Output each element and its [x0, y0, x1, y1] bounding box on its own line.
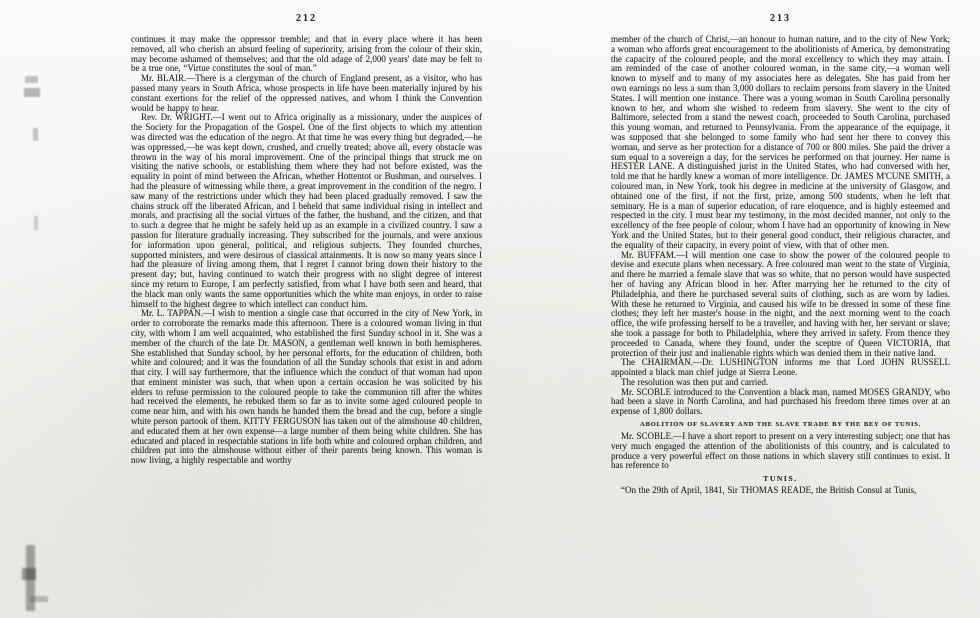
scan-smudge: [25, 76, 38, 83]
scan-smudge: [24, 88, 40, 97]
page-number: 212: [296, 13, 317, 24]
paragraph-continuation: member of the church of Christ,—an honour to human nature, and to the city of New York; a woman who affords great encouragement to the abolitionists of America, by demonstrating the capacity of the coloured people, and the moral excellency to which they may attain. I am reminded of the case of another coloured woman, in the same city,—a woman well known to myself and to many of my associates here as delegates. She has paid from her own earnings no less a sum than 3,000 dollars to reclaim persons from slavery in the United States. I will mention one instance. There was a young woman in South Carolina personally known to her, and whom she wished to redeem from slavery. She went to the city of Baltimore, selected from a stand the newest coach, proceeded to South Carolina, purchased this young woman, and returned to Pennsylvania. From the appearance of the equipage, it was supposed that she belonged to some family who had sent her there to convey this woman, and serve as her protection for a distance of 700 or 800 miles. She paid the driver a sum equal to a sovereign a day, for the services he performed on that journey. Her name is HESTER LANE. A distinguished jurist in the United States, who had conversed with her, told me that he hardly knew a woman of more intelligence. Dr. JAMES M'CUNE SMITH, a coloured man, in New York, took his degree in medicine at the university of Glasgow, and obtained one of the first, if not the first, prize, among 500 students, when he left that seminary. He is a man of superior education, of rare eloquence, and is highly esteemed and respected in the city. I must bear my testimony, in the most decided manner, not only to the excellency of the free people of colour, whom I have had an opportunity of knowing in New York and the United States, but to their general good conduct, their religious character, and the equality of their capacity, in every point of view, with that of other men.: [611, 34, 950, 250]
binding-mark: [22, 568, 36, 580]
paragraph-scoble-report: Mr. SCOBLE.—I have a short report to present on a very interesting subject; one that has very much engaged the attention of the abolitionists of this country, and is calculated to produce a very powerful effect on those nations in which slavery still continues to exist. It has reference to: [611, 431, 950, 471]
page-212: [131, 14, 482, 466]
paragraph-buffam: Mr. BUFFAM.—I will mention one case to show the power of the coloured people to devise and execute plans when necessary. A free coloured man went to the state of Virginia, and there he married a female slave that was so white, that no person would have suspected her of having any African blood in her. After marrying her he returned to the city of Philadelphia, and there he purchased several suits of clothing, such as are worn by ladies. With these he returned to Virginia, and caused his wife to be dressed in some of these fine clothes; they left her master's house in the night, and the next morning went to the coach office, the wife professing herself to be a traveller, and having with her, her servant or slave; she took a passage for both to Philadelphia, where they arrived in safety. From thence they proceeded to Canada, where they found, under the sceptre of Queen VICTORIA, that protection of their just and inalienable rights which was denied them in their native land.: [611, 249, 950, 358]
paragraph-continuation: continues it may make the oppressor tremble; and that in every place where it has been removed, all who cherish an absurd feeling of superiority, arising from the colour of their skin, may become ashamed of themselves; and that the old adage of 2,000 years' date may be felt to be a true one, “Virtue constitutes the soul of man.”: [131, 34, 482, 74]
page-213: [611, 14, 950, 496]
binding-mark: [30, 596, 48, 602]
paragraph-resolution: The resolution was then put and carried.: [621, 376, 769, 387]
paragraph-chairman: The CHAIRMAN.—Dr. LUSHINGTON informs me that Lord JOHN RUSSELL appointed a black man chief judge at Sierra Leone.: [611, 357, 950, 378]
paragraph-blair: Mr. BLAIR.—There is a clergyman of the church of England present, as a visitor, who has passed many years in South Africa, whose prospects in life have been materially injured by his constant exertions for the relief of the oppressed natives, and whom I think the Convention would be happy to hear.: [131, 73, 482, 113]
paragraph-tappan: Mr. L. TAPPAN.—I wish to mention a single case that occurred in the city of New York, in order to corroborate the remarks made this afternoon. There is a coloured woman living in that city, with whom I am well acquainted, who established the first Sunday school in it. She was a member of the church of the late Dr. MASON, a gentleman well known in both hemispheres. She established that Sunday school, by her personal efforts, for the education of children, both white and coloured; and it was the foundation of all the Sunday schools that exist in and adorn that city. I will say furthermore, that the influence which the conduct of that woman had upon that eminent minister was such, that when upon a certain occasion he was solicited by his elders to refuse permission to the coloured people to take the communion till after the whites had received the elements, he rebuked them so far as to invite some aged coloured people to come near him, and with his own hands he handed them the bread and the cup, before a single white person partook of them. KITTY FERGUSON has taken out of the almshouse 40 children, and educated them at her own expense—a large number of them being white children. She has educated and placed in respectable stations in life both white and coloured orphan children, and children put into the almshouse without either of their parents being known. This woman is now living, a highly respectable and worthy: [131, 308, 482, 466]
subheading-tunis: TUNIS.: [763, 474, 798, 484]
paragraph-wright: Rev. Dr. WRIGHT.—I went out to Africa originally as a missionary, under the auspices of the Society for the Propagation of the Gospel. One of the first objects to which my attention was directed was the education of the negro. At that time he was every thing but degraded,—he was oppressed,—he was kept down, crushed, and cruelly treated; above all, every obstacle was thrown in the way of his moral improvement. One of the principal things that struck me on visiting the native schools, or establishing them where they had not before existed, was the equality in point of mind between the African, whether Hottentot or Bushman, and ourselves. I had the pleasure of witnessing while there, a great improvement in the condition of the negro. I saw many of the restrictions under which they had been placed gradually removed. I saw the chains struck off the liberated African, and I beheld that same individual rising in intellect and morals, and practising all the social virtues of the father, the husband, and the citizen, and that to such a degree that he might be safely held up as an example in a civilized country. I saw a passion for literature gradually increasing. They subscribed for the journals, and were anxious for information upon general, political, and religious subjects. They founded churches, supported ministers, and were desirous of classical attainments. It is now so many years since I had the pleasure of living among them, that I regret I cannot bring down their history to the present day; but, having continued to watch their progress with no slight degree of interest since my return to Europe, I am perfectly satisfied, from what I have both seen and heard, that the black man only wants the same opportunities which the white man enjoys, in order to raise himself to the highest degree to which intellect can conduct him.: [131, 112, 482, 309]
paragraph-quote: “On the 29th of April, 1841, Sir THOMAS READE, the British Consul at Tunis,: [621, 485, 917, 496]
paragraph-scoble-grandy: Mr. SCOBLE introduced to the Convention a black man, named MOSES GRANDY, who had been a slave in North Carolina, and had purchased his freedom three times over at an expense of 1,800 dollars.: [611, 386, 950, 417]
scan-smudge: [34, 216, 38, 230]
scan-smudge: [33, 128, 38, 141]
section-heading: ABOLITION OF SLAVERY AND THE SLAVE TRADE BY THE BEY OF TUNIS.: [640, 421, 921, 429]
page-number: 213: [770, 13, 791, 24]
